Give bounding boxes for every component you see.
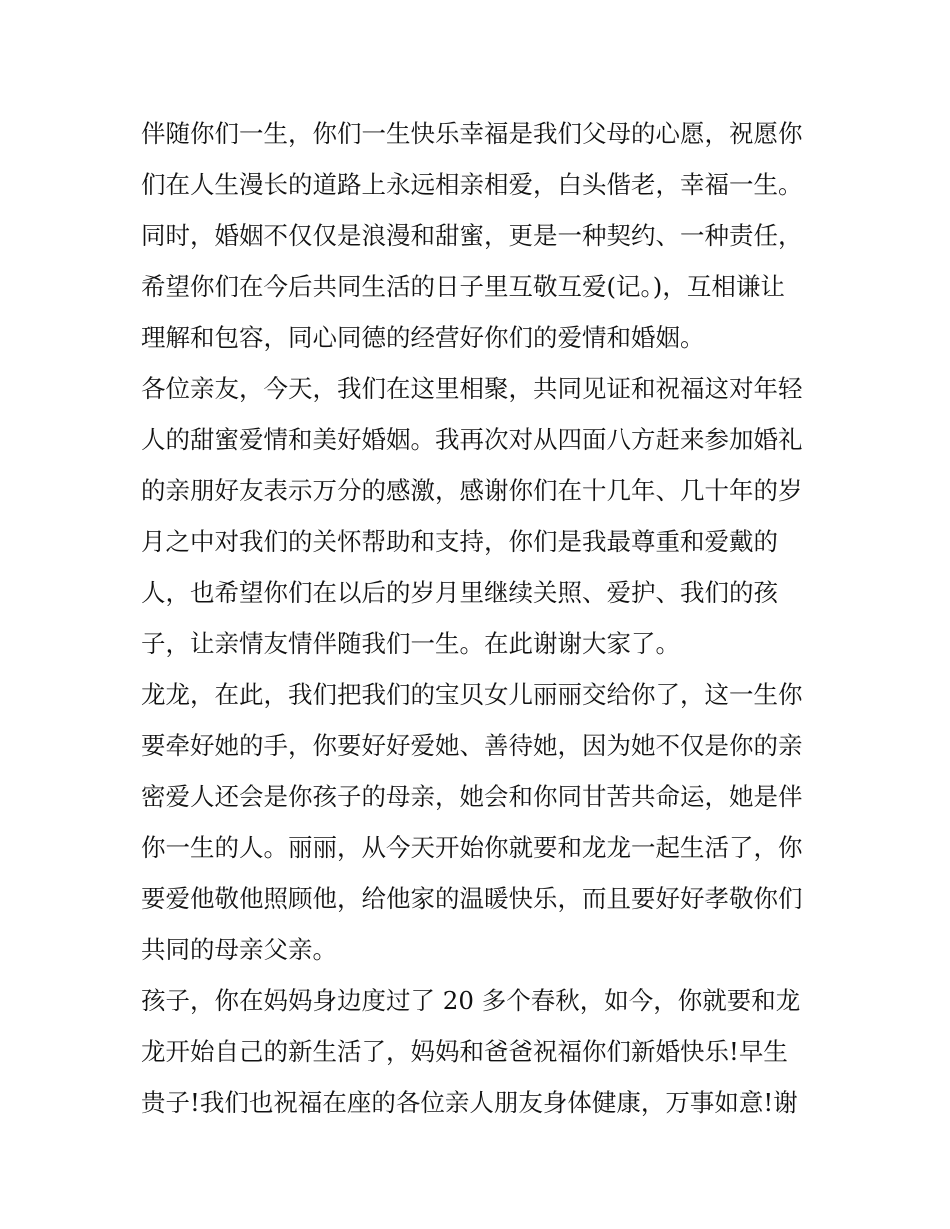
text-line: 伴随你们一生，你们一生快乐幸福是我们父母的心愿，祝愿你 (141, 119, 803, 148)
text-line: 各位亲友，今天，我们在这里相聚，共同见证和祝福这对年轻 (141, 374, 803, 403)
text-line: 子，让亲情友情伴随我们一生。在此谢谢大家了。 (141, 629, 680, 658)
text-line: 们在人生漫长的道路上永远相亲相爱，白头偕老，幸福一生。 (141, 170, 803, 199)
text-line: 密爱人还会是你孩子的母亲，她会和你同甘苦共命运，她是伴 (141, 782, 803, 811)
text-line: 的亲朋好友表示万分的感激，感谢你们在十几年、几十年的岁 (141, 476, 803, 505)
text-line: 人，也希望你们在以后的岁月里继续关照、爱护、我们的孩 (141, 578, 778, 607)
text-line: 要爱他敬他照顾他，给他家的温暖快乐，而且要好好孝敬你们 (141, 884, 803, 913)
text-line: 龙开始自己的新生活了，妈妈和爸爸祝福你们新婚快乐!早生 (141, 1037, 788, 1066)
text-line: 孩子，你在妈妈身边度过了 20 多个春秋，如今，你就要和龙 (141, 986, 801, 1015)
text-line: 希望你们在今后共同生活的日子里互敬互爱(记。)，互相谦让 (141, 272, 785, 301)
text-line: 你一生的人。丽丽，从今天开始你就要和龙龙一起生活了，你 (141, 833, 803, 862)
text-line: 理解和包容，同心同德的经营好你们的爱情和婚姻。 (141, 323, 705, 352)
text-line: 共同的母亲父亲。 (141, 935, 337, 964)
text-line: 同时，婚姻不仅仅是浪漫和甜蜜，更是一种契约、一种责任， (141, 221, 803, 250)
text-line: 贵子!我们也祝福在座的各位亲人朋友身体健康，万事如意!谢 (141, 1088, 798, 1117)
text-line: 月之中对我们的关怀帮助和支持，你们是我最尊重和爱戴的 (141, 527, 778, 556)
text-line: 要牵好她的手，你要好好爱她、善待她，因为她不仅是你的亲 (141, 731, 803, 760)
body-text (141, 108, 821, 1128)
text-line: 人的甜蜜爱情和美好婚姻。我再次对从四面八方赶来参加婚礼 (141, 425, 803, 454)
text-line: 龙龙，在此，我们把我们的宝贝女儿丽丽交给你了，这一生你 (141, 680, 803, 709)
